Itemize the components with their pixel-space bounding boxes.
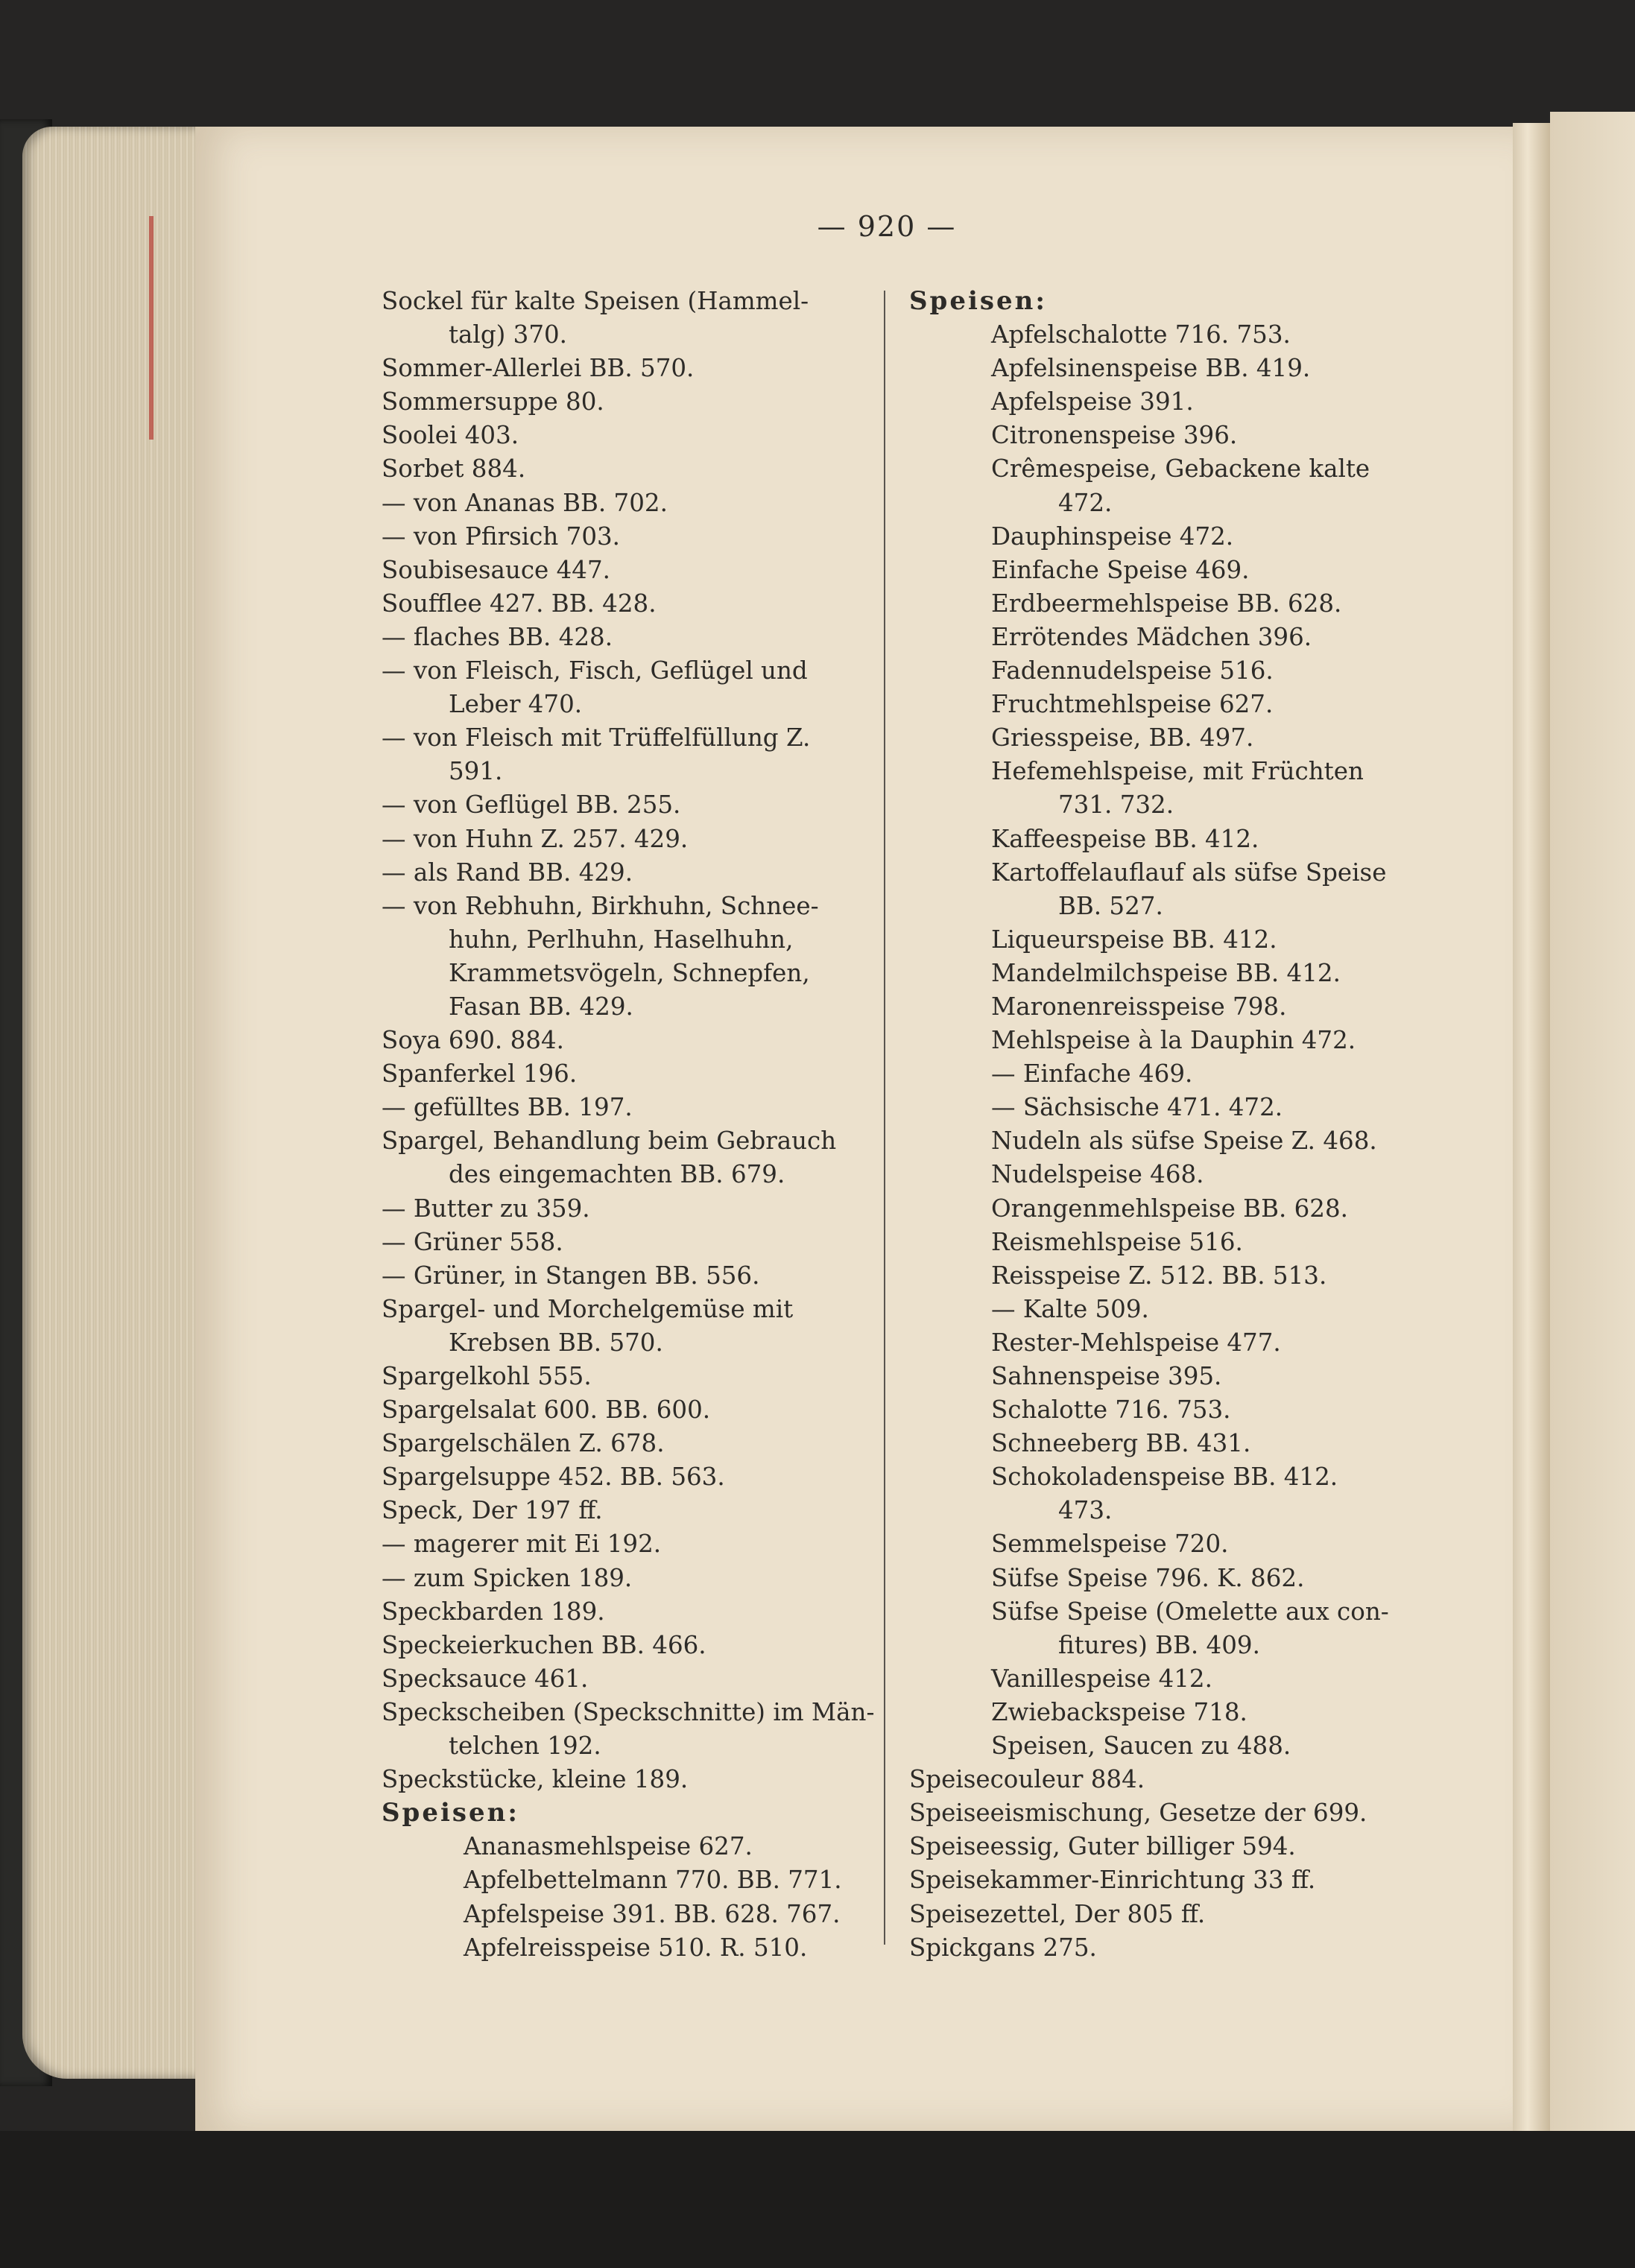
index-entry [909,1763,1394,1796]
index-entry-text: Spargelschälen Z. 678. [382,1429,665,1458]
index-entry [382,1293,873,1360]
index-entry [909,1091,1394,1124]
index-entry [909,1696,1394,1729]
index-entry-text: Speisecouleur 884. [909,1765,1145,1794]
index-entry-text: — Grüner, in Stangen BB. 556. [382,1261,760,1290]
index-entry-text: — von Pfirsich 703. [382,522,621,551]
index-entry-continuation: 473. [1058,1496,1113,1525]
index-entry [382,1024,873,1057]
index-entry [382,890,873,1024]
index-entry [382,1562,873,1595]
index-entry [909,721,1394,755]
index-entry [909,419,1394,452]
index-entry [909,1931,1394,1965]
index-section-heading [909,285,1394,318]
index-entry [382,1595,873,1629]
index-entry-text: Speisezettel, Der 805 ff. [909,1899,1206,1928]
index-entry-text: — Butter zu 359. [382,1194,590,1223]
index-entry-text: Sahnenspeise 395. [991,1362,1222,1390]
index-entry-text: Speckstücke, kleine 189. [382,1765,689,1794]
index-entry [909,1729,1394,1763]
index-entry-text: Spanferkel 196. [382,1059,578,1089]
index-entry [909,1460,1394,1527]
index-entry [909,1863,1394,1897]
index-entry-continuation: 472. [1058,488,1113,517]
index-entry-text: Griesspeise, BB. 497. [991,723,1254,753]
index-entry [909,621,1394,654]
index-entry [382,1830,873,1863]
index-entry-text: Speckeierkuchen BB. 466. [382,1630,706,1659]
index-entry [382,1259,873,1293]
index-entry-text: Fadennudelspeise 516. [991,656,1274,685]
index-entry [909,1293,1394,1326]
page-number: — 920 — [817,210,957,243]
index-entry [382,1696,873,1763]
index-entry-text: Soufflee 427. BB. 428. [382,589,657,618]
index-entry-text: Hefemehlspeise, mit Früchten [991,757,1364,786]
index-entry-text: Spargel, Behandlung beim Gebrauch [382,1127,837,1156]
index-entry-text: Spargel- und Morchelgemüse mit [382,1294,794,1323]
index-entry-text: — Sächsische 471. 472. [991,1093,1283,1122]
index-entry-continuation: des eingemachten BB. 679. [449,1160,785,1189]
index-entry [909,1259,1394,1293]
index-column-left [382,285,873,1965]
index-entry [382,1527,873,1561]
index-entry [909,1662,1394,1696]
index-entry-text: Spargelsuppe 452. BB. 563. [382,1463,725,1492]
index-entry [382,1393,873,1427]
page-edges-left [22,127,201,2079]
index-entry [909,1326,1394,1360]
index-entry [909,1192,1394,1226]
index-entry [909,923,1394,957]
index-entry [909,1898,1394,1931]
index-entry [382,1629,873,1662]
index-entry-text: Rester-Mehlspeise 477. [991,1328,1281,1357]
index-entry-text: Semmelspeise 720. [991,1530,1229,1559]
index-entry-continuation: fitures) BB. 409. [1058,1630,1260,1659]
index-entry [382,621,873,654]
index-entry [909,1830,1394,1863]
index-entry [909,856,1394,923]
index-entry [382,1931,873,1965]
index-entry [382,1427,873,1460]
index-entry-text: Crêmespeise, Gebackene kalte [991,454,1370,484]
index-entry-text: — von Fleisch, Fisch, Geflügel und [382,656,808,685]
index-column-right [909,285,1394,1965]
book-gutter [1513,123,1550,2135]
index-entry-text: Speisen: [909,286,1047,316]
index-entry [382,823,873,856]
index-entry-continuation: Fasan BB. 429. [449,992,633,1021]
index-entry-text: Apfelbettelmann 770. BB. 771. [464,1866,842,1895]
index-entry [909,654,1394,688]
index-entry [382,1460,873,1494]
index-entry-text: — gefülltes BB. 197. [382,1093,633,1122]
index-entry-text: Zwiebackspeise 718. [991,1697,1247,1726]
index-entry-continuation: 731. 732. [1058,791,1174,820]
index-entry [382,554,873,587]
index-entry-text: Speck, Der 197 ff. [382,1496,603,1525]
index-entry-text: Fruchtmehlspeise 627. [991,690,1274,719]
index-entry [909,1024,1394,1057]
index-entry-text: Schalotte 716. 753. [991,1396,1231,1425]
index-entry-text: Liqueurspeise BB. 412. [991,925,1277,954]
index-entry [909,1427,1394,1460]
index-entry-text: Specksauce 461. [382,1664,589,1693]
index-entry [909,385,1394,419]
facing-page-edge [1550,112,1635,2138]
index-entry-continuation: talg) 370. [449,320,568,349]
index-entry-continuation: 591. [449,757,503,786]
index-entry [909,755,1394,822]
index-entry-text: Reismehlspeise 516. [991,1227,1243,1256]
index-entry [909,1393,1394,1427]
index-entry [382,385,873,419]
index-entry [382,1192,873,1226]
index-entry [909,1360,1394,1393]
index-entry-text: Süfse Speise 796. K. 862. [991,1563,1305,1592]
index-entry-text: Sommer-Allerlei BB. 570. [382,354,695,383]
index-entry-text: Soubisesauce 447. [382,555,610,584]
index-entry-text: Orangenmehlspeise BB. 628. [991,1194,1348,1223]
index-entry-text: Apfelspeise 391. BB. 628. 767. [464,1899,841,1928]
index-entry-continuation: Krammetsvögeln, Schnepfen, [449,958,810,987]
index-entry-text: — Kalte 509. [991,1294,1149,1323]
index-entry [382,1898,873,1931]
index-entry-text: Süfse Speise (Omelette aux con- [991,1597,1389,1626]
index-entry-text: Erdbeermehlspeise BB. 628. [991,589,1342,618]
index-entry-text: Sockel für kalte Speisen (Hammel- [382,287,809,315]
bookmark-ribbon [149,216,154,440]
index-entry [382,1494,873,1527]
column-divider [884,291,885,1945]
index-entry-text: — Grüner 558. [382,1227,563,1256]
index-entry [382,587,873,621]
index-entry-text: Speisekammer-Einrichtung 33 ff. [909,1866,1316,1895]
index-entry-text: Schokoladenspeise BB. 412. [991,1463,1338,1492]
index-entry [382,1091,873,1124]
index-entry [382,1360,873,1393]
index-entry-text: Spargelsalat 600. BB. 600. [382,1396,711,1425]
index-entry-continuation: telchen 192. [449,1732,601,1761]
index-section-heading [382,1796,873,1830]
index-entry-text: Schneeberg BB. 431. [991,1429,1251,1458]
index-entry [909,823,1394,856]
index-entry [909,352,1394,385]
index-entry [909,1527,1394,1561]
index-entry [909,957,1394,990]
index-entry [382,419,873,452]
index-entry-continuation: Krebsen BB. 570. [449,1328,663,1357]
index-entry [382,654,873,721]
index-entry-text: Soolei 403. [382,421,519,450]
index-entry-text: Speiseeismischung, Gesetze der 699. [909,1799,1367,1828]
index-entry-text: Apfelsinenspeise BB. 419. [991,354,1311,383]
index-entry [909,1124,1394,1158]
index-entry-text: Kaffeespeise BB. 412. [991,824,1259,853]
index-entry-text: — Einfache 469. [991,1059,1193,1089]
index-entry-text: — von Rebhuhn, Birkhuhn, Schnee- [382,891,819,920]
index-entry-text: Dauphinspeise 472. [991,522,1234,551]
index-entry-text: Speiseessig, Guter billiger 594. [909,1832,1296,1861]
index-entry-text: Soya 690. 884. [382,1026,564,1055]
index-entry-text: — magerer mit Ei 192. [382,1530,662,1559]
index-entry-text: — als Rand BB. 429. [382,858,633,887]
index-entry-text: Nudeln als süfse Speise Z. 468. [991,1127,1377,1156]
index-entry-text: Einfache Speise 469. [991,555,1250,584]
index-entry [909,554,1394,587]
index-entry [909,1057,1394,1091]
index-entry [382,1226,873,1259]
index-entry [382,721,873,788]
index-entry [382,1863,873,1897]
index-entry-text: Reisspeise Z. 512. BB. 513. [991,1261,1327,1290]
index-entry-text: Sorbet 884. [382,454,526,484]
index-entry [909,587,1394,621]
index-entry-continuation: huhn, Perlhuhn, Haselhuhn, [449,925,794,954]
index-entry [382,1124,873,1191]
index-entry [909,520,1394,554]
index-entry [382,1763,873,1796]
index-entry-text: — zum Spicken 189. [382,1563,633,1592]
index-entry-text: Citronenspeise 396. [991,421,1238,450]
index-entry-text: Apfelspeise 391. [991,387,1194,416]
index-entry-continuation: Leber 470. [449,690,583,719]
index-entry-text: Sommersuppe 80. [382,387,604,416]
index-entry [382,788,873,822]
index-entry [382,452,873,486]
index-entry-text: Spickgans 275. [909,1933,1097,1962]
index-entry-text: Spargelkohl 555. [382,1362,592,1390]
index-entry-text: Speckscheiben (Speckschnitte) im Män- [382,1697,875,1726]
index-entry [909,1226,1394,1259]
index-entry [909,1796,1394,1830]
background-surface [0,2131,1635,2268]
index-entry [909,1158,1394,1191]
index-entry-text: — von Fleisch mit Trüffelfüllung Z. [382,723,811,753]
index-entry-text: Ananasmehlspeise 627. [464,1832,753,1861]
index-entry [382,285,873,352]
index-entry [909,1595,1394,1662]
index-entry-text: — von Huhn Z. 257. 429. [382,824,689,853]
index-entry-text: Speisen, Saucen zu 488. [991,1732,1291,1761]
index-entry-text: — flaches BB. 428. [382,622,613,651]
index-entry [909,990,1394,1024]
index-entry [909,452,1394,519]
index-entry [382,856,873,890]
index-entry [382,1662,873,1696]
index-entry [909,688,1394,721]
index-entry [382,487,873,520]
index-entry-text: Mehlspeise à la Dauphin 472. [991,1026,1356,1055]
index-entry-text: Nudelspeise 468. [991,1160,1204,1189]
index-entry [909,318,1394,352]
index-entry-text: — von Geflügel BB. 255. [382,791,681,820]
index-entry-text: — von Ananas BB. 702. [382,488,668,517]
index-entry-text: Maronenreisspeise 798. [991,992,1287,1021]
index-entry [382,352,873,385]
index-entry [382,1057,873,1091]
index-entry-text: Vanillespeise 412. [991,1664,1212,1693]
index-entry-text: Apfelreisspeise 510. R. 510. [464,1933,808,1962]
index-entry [382,520,873,554]
index-entry-text: Speckbarden 189. [382,1597,605,1626]
index-entry-text: Kartoffelauflauf als süfse Speise [991,858,1387,887]
index-entry-text: Errötendes Mädchen 396. [991,622,1312,651]
index-entry-text: Mandelmilchspeise BB. 412. [991,958,1341,987]
index-entry-text: Apfelschalotte 716. 753. [991,320,1291,349]
index-entry-continuation: BB. 527. [1058,891,1163,920]
index-entry-text: Speisen: [382,1798,519,1828]
index-entry [909,1562,1394,1595]
